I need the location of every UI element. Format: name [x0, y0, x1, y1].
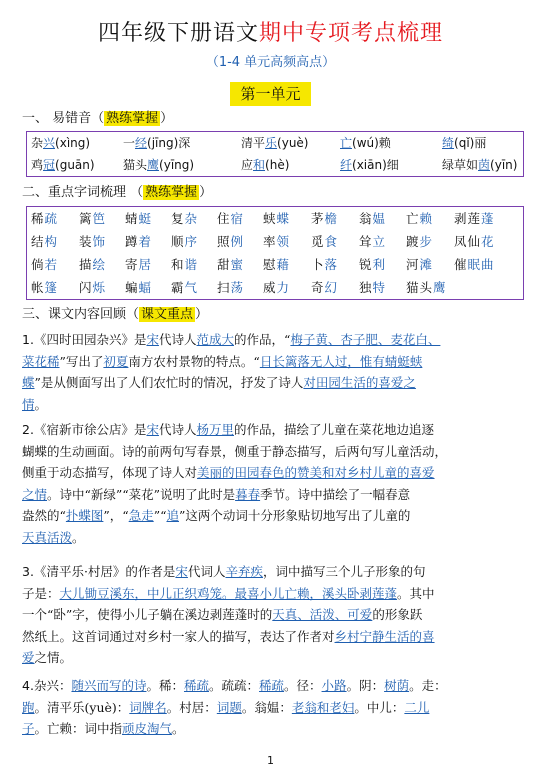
- vocab-word: [359, 230, 386, 253]
- vocab-key-char: 烁: [92, 280, 107, 295]
- vocab-box: [26, 206, 524, 300]
- pinyin-prefix: 绿草如: [442, 158, 479, 172]
- vocab-word: [217, 276, 244, 299]
- vocab-char: 寄: [125, 257, 139, 272]
- vocab-key-char: 幻: [324, 280, 339, 295]
- vocab-word: [171, 230, 198, 253]
- vocab-char: 蛱: [263, 211, 277, 226]
- vocab-char: 稀: [31, 211, 45, 226]
- vocab-word: [406, 253, 433, 276]
- vocab-char: 亡: [406, 211, 420, 226]
- vocab-char: 结: [31, 234, 45, 249]
- vocab-char: 慰: [263, 257, 277, 272]
- pinyin-prefix: 猫头: [123, 158, 148, 172]
- vocab-char: 篱: [79, 211, 93, 226]
- section-3-heading: 三、课文内容回顾（ 课文重点 ）: [22, 307, 209, 322]
- pinyin-reading: (xiān)细: [352, 158, 399, 172]
- vocab-word: [79, 207, 106, 230]
- vocab-key-char: 居: [138, 257, 153, 272]
- vocab-word: [263, 276, 290, 299]
- pinyin-reading: (xìng): [55, 136, 91, 150]
- paragraph-3: 3.《清平乐·村居》的作者是宋代词人辛弃疾，词中描写三个儿子形象的句 子是：大儿锄豆溪东，中儿正织鸡笼。最喜小儿亡赖，溪头卧剥莲蓬。其中 一个“卧”字，使得小儿子躺在溪边剥莲蓬时的天真、活泼、可爱的形象跃 然纸上。这首词通过对乡村一家人的描写，表达了作者对乡村宁静生活的喜 爱之情。: [22, 564, 435, 666]
- vocab-key-char: 蜜: [230, 257, 245, 272]
- pinyin-key-char: 绮: [442, 136, 455, 150]
- vocab-key-char: 滩: [419, 257, 434, 272]
- pinyin-box: [26, 131, 524, 177]
- vocab-key-char: 谐: [184, 257, 199, 272]
- vocab-char: 凤仙: [454, 234, 482, 249]
- vocab-char: 蹲: [125, 234, 139, 249]
- vocab-word: [125, 253, 152, 276]
- vocab-char: 猫头: [406, 280, 434, 295]
- pinyin-key-char: 乐: [265, 136, 278, 150]
- pinyin-item: [241, 132, 308, 154]
- subtitle: （1-4 单元高频高点）: [205, 55, 336, 70]
- vocab-word: [31, 253, 58, 276]
- title-black: 四年级下册语文: [97, 21, 259, 46]
- vocab-key-char: 食: [324, 234, 339, 249]
- vocab-key-char: 眠曲: [467, 257, 495, 272]
- vocab-key-char: 鹰: [433, 280, 447, 295]
- unit-label: 第一单元: [230, 82, 310, 106]
- pinyin-reading: (guān): [55, 158, 95, 172]
- vocab-key-char: 荡: [230, 280, 245, 295]
- vocab-char: 霸: [171, 280, 185, 295]
- vocab-key-char: 绘: [92, 257, 107, 272]
- vocab-char: 装: [79, 234, 93, 249]
- vocab-char: 剥莲: [454, 211, 482, 226]
- pinyin-key-char: 亡: [340, 136, 353, 150]
- vocab-word: [31, 230, 58, 253]
- vocab-char: 蜻: [125, 211, 139, 226]
- pinyin-item: [442, 154, 517, 176]
- vocab-word: [79, 253, 106, 276]
- vocab-key-char: 气: [184, 280, 199, 295]
- vocab-key-char: 花: [481, 234, 495, 249]
- vocab-key-char: 蝶: [276, 211, 291, 226]
- pinyin-key-char: 鹰: [147, 158, 160, 172]
- vocab-key-char: 杂: [184, 211, 199, 226]
- vocab-word: [125, 230, 152, 253]
- vocab-word: [454, 230, 495, 253]
- vocab-char: 河: [406, 257, 420, 272]
- vocab-key-char: 蓬: [481, 211, 495, 226]
- pinyin-reading: (yuè): [277, 136, 309, 150]
- vocab-char: 甜: [217, 257, 231, 272]
- pinyin-reading: (wú)赖: [352, 136, 391, 150]
- vocab-key-char: 疏: [44, 211, 59, 226]
- vocab-word: [311, 276, 338, 299]
- vocab-word: [217, 253, 244, 276]
- vocab-word: [359, 276, 386, 299]
- vocab-key-char: 篷: [44, 280, 59, 295]
- pinyin-key-char: 纤: [340, 158, 353, 172]
- page-title: [0, 20, 541, 48]
- vocab-row: [27, 230, 523, 253]
- vocab-char: 复: [171, 211, 185, 226]
- paragraph-4: 4.杂兴：随兴而写的诗。稀：稀疏。疏疏：稀疏。径：小路。阴：树荫。走： 跑。清平乐(yuè)：词牌名。村居：词题。翁媪：老翁和老妇。中儿：二儿 子。亡赖：词中指顽皮淘气。: [22, 678, 447, 737]
- page-number: 1: [267, 754, 274, 767]
- pinyin-item: [123, 132, 190, 154]
- vocab-char: 率: [263, 234, 277, 249]
- pinyin-reading: (jīng)深: [147, 136, 191, 150]
- pinyin-prefix: 鸡: [31, 158, 44, 172]
- pinyin-prefix: 杂: [31, 136, 44, 150]
- pinyin-item: [340, 154, 399, 176]
- pinyin-key-char: 茵: [478, 158, 491, 172]
- vocab-char: 住: [217, 211, 231, 226]
- vocab-row: [27, 276, 523, 299]
- pinyin-prefix: 清平: [241, 136, 266, 150]
- pinyin-key-char: 冠: [43, 158, 56, 172]
- vocab-word: [125, 276, 152, 299]
- pinyin-item: [123, 154, 194, 176]
- unit-header: [0, 82, 541, 106]
- vocab-key-char: 媪: [372, 211, 387, 226]
- pinyin-key-char: 兴: [43, 136, 56, 150]
- pinyin-reading: (yīng): [159, 158, 195, 172]
- vocab-char: 帐: [31, 280, 45, 295]
- vocab-key-char: 檐: [324, 211, 339, 226]
- vocab-word: [79, 230, 106, 253]
- vocab-word: [79, 276, 106, 299]
- vocab-key-char: 宿: [230, 211, 245, 226]
- vocab-key-char: 赖: [419, 211, 434, 226]
- vocab-char: 踱: [406, 234, 420, 249]
- pinyin-reading: (yīn): [490, 158, 518, 172]
- vocab-char: 催: [454, 257, 468, 272]
- vocab-char: 觅: [311, 234, 325, 249]
- vocab-word: [359, 253, 386, 276]
- title-red: 期中专项考点梳理: [259, 21, 444, 46]
- vocab-key-char: 饰: [92, 234, 107, 249]
- vocab-row: [27, 253, 523, 276]
- pinyin-row: [27, 132, 523, 154]
- section-1-heading: 一、 易错音（ 熟练掌握 ）: [22, 111, 174, 126]
- vocab-key-char: 蝠: [138, 280, 153, 295]
- vocab-key-char: 利: [372, 257, 387, 272]
- section-2-heading: 二、重点字词梳理 （ 熟练掌握 ）: [22, 185, 213, 200]
- paragraph-2: 2.《宿新市徐公店》是宋代诗人杨万里的作品，描绘了儿童在菜花地边追逐 蝴蝶的生动画面。诗的前两句写春景，侧重于静态描写，后两句写儿童活动， 侧重于动态描写，体现了诗人对美丽的田园春色的赞美和对乡村儿童的喜爱 之情。诗中“新绿”“菜花”说明了此时是暮春季节。诗中描绘了一幅春意 盎然的“扑蝶图”，“急走”“追”这两个动词十分形象贴切地写出了儿童的 天真活泼。: [22, 422, 448, 545]
- vocab-char: 耸: [359, 234, 373, 249]
- vocab-word: [263, 207, 290, 230]
- pinyin-key-char: 经: [135, 136, 148, 150]
- pinyin-item: [442, 132, 486, 154]
- vocab-char: 翁: [359, 211, 373, 226]
- vocab-word: [217, 230, 244, 253]
- vocab-word: [359, 207, 386, 230]
- vocab-key-char: 构: [44, 234, 59, 249]
- pinyin-reading: (qǐ)丽: [454, 136, 487, 150]
- vocab-key-char: 落: [324, 257, 339, 272]
- vocab-word: [125, 207, 152, 230]
- vocab-word: [311, 207, 338, 230]
- vocab-key-char: 着: [138, 234, 153, 249]
- vocab-char: 顺: [171, 234, 185, 249]
- vocab-key-char: 例: [230, 234, 245, 249]
- pinyin-prefix: 一: [123, 136, 136, 150]
- vocab-char: 倘: [31, 257, 45, 272]
- vocab-word: [171, 276, 198, 299]
- vocab-char: 蝙: [125, 280, 139, 295]
- vocab-key-char: 立: [372, 234, 387, 249]
- vocab-key-char: 特: [372, 280, 387, 295]
- pinyin-reading: (hè): [265, 158, 290, 172]
- vocab-word: [263, 230, 290, 253]
- vocab-word: [454, 207, 495, 230]
- vocab-key-char: 笆: [92, 211, 107, 226]
- vocab-char: 描: [79, 257, 93, 272]
- vocab-key-char: 力: [276, 280, 291, 295]
- pinyin-item: [241, 154, 289, 176]
- vocab-key-char: 若: [44, 257, 59, 272]
- vocab-word: [217, 207, 244, 230]
- vocab-word: [311, 253, 338, 276]
- vocab-word: [406, 230, 433, 253]
- pinyin-prefix: 应: [241, 158, 254, 172]
- vocab-char: 照: [217, 234, 231, 249]
- vocab-word: [406, 276, 447, 299]
- pinyin-item: [31, 132, 90, 154]
- vocab-word: [454, 253, 495, 276]
- vocab-char: 闪: [79, 280, 93, 295]
- vocab-word: [311, 230, 338, 253]
- vocab-key-char: 领: [276, 234, 291, 249]
- vocab-key-char: 蜓: [138, 211, 153, 226]
- pinyin-item: [340, 132, 391, 154]
- vocab-word: [31, 276, 58, 299]
- vocab-word: [406, 207, 433, 230]
- vocab-word: [263, 253, 290, 276]
- vocab-word: [171, 207, 198, 230]
- vocab-char: 威: [263, 280, 277, 295]
- pinyin-item: [31, 154, 95, 176]
- pinyin-key-char: 和: [253, 158, 266, 172]
- vocab-word: [31, 207, 58, 230]
- vocab-char: 锐: [359, 257, 373, 272]
- vocab-key-char: 藉: [276, 257, 291, 272]
- vocab-char: 独: [359, 280, 373, 295]
- vocab-key-char: 步: [419, 234, 434, 249]
- paragraph-1: 1.《四时田园杂兴》是宋代诗人范成大的作品，“梅子黄、杏子肥、麦花白、 菜花稀”写出了初夏南方农村景物的特点。“日长篱落无人过，惟有蜻蜓蛱 蝶”是从侧面写出了人们农忙时的情况，抒发了诗人对田园生活的喜爱之 情。: [22, 332, 441, 412]
- vocab-word: [171, 253, 198, 276]
- vocab-char: 茅: [311, 211, 325, 226]
- vocab-char: 奇: [311, 280, 325, 295]
- pinyin-row: [27, 154, 523, 176]
- vocab-char: 卜: [311, 257, 325, 272]
- vocab-char: 扫: [217, 280, 231, 295]
- vocab-key-char: 序: [184, 234, 199, 249]
- vocab-char: 和: [171, 257, 185, 272]
- vocab-row: [27, 207, 523, 230]
